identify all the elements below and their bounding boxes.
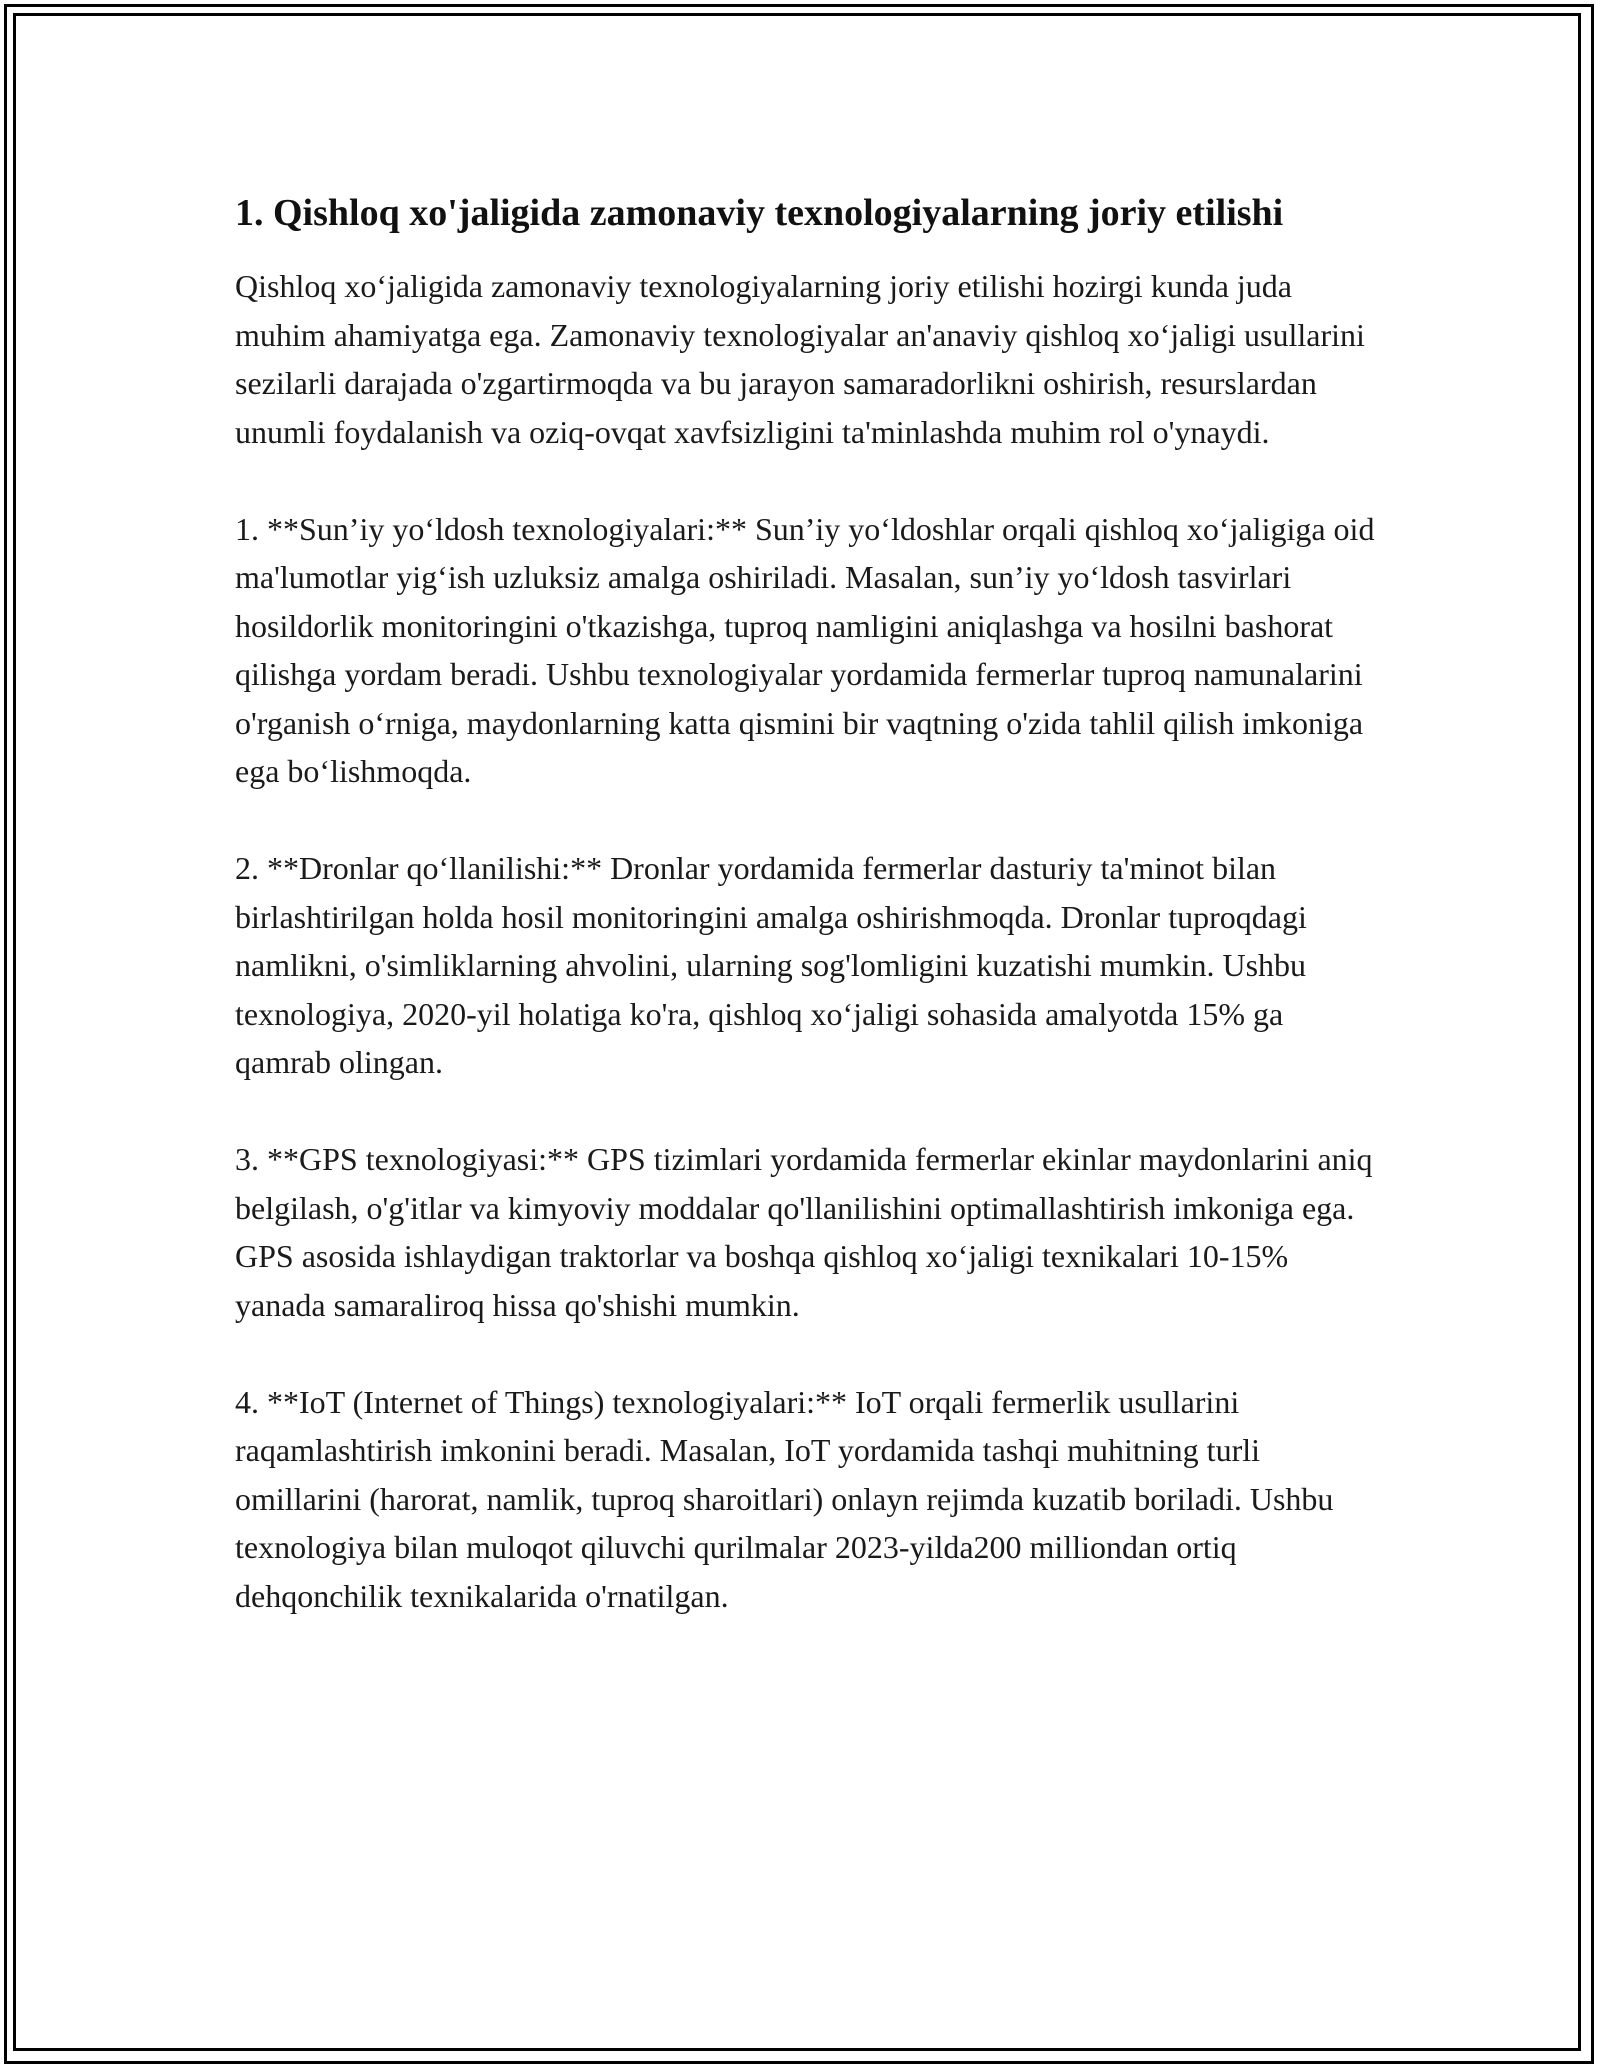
document-body bbox=[235, 186, 1375, 1620]
section-heading: 1. Qishloq xo'jaligida zamonaviy texnologiyalarning joriy etilishi bbox=[235, 192, 1284, 234]
paragraph-iot: 4. **IoT (Internet of Things) texnologiyalari:** IoT orqali fermerlik usullarini raqamlashtirish imkonini beradi. Masalan, IoT yordamida tashqi muhitning turli omillarini (harorat, namlik, tuproq sharoitlari) onlayn rejimda kuzatib boriladi. Ushbu texnologiya bilan muloqot qiluvchi qurilmalar 2023-yilda200 milliondan ortiq dehqonchilik texnikalarida o'rnatilgan. bbox=[235, 1383, 1334, 1614]
paragraph-satellite-tech: 1. **Sun’iy yo‘ldosh texnologiyalari:** Sun’iy yo‘ldoshlar orqali qishloq xo‘jaligiga oid ma'lumotlar yig‘ish uzluksiz amalga oshiriladi. Masalan, sun’iy yo‘ldosh tasvirlari hosildorlik monitoringini o'tkazishga, tuproq namligini aniqlashga va hosilni bashorat qilishga yordam beradi. Ushbu texnologiyalar yordamida fermerlar tuproq namunalarini o'rganish o‘rniga, maydonlarning katta qismini bir vaqtning o'zida tahlil qilish imkoniga ega bo‘lishmoqda. bbox=[235, 510, 1375, 789]
paragraph-drones: 2. **Dronlar qo‘llanilishi:** Dronlar yordamida fermerlar dasturiy ta'minot bilan birlashtirilgan holda hosil monitoringini amalga oshirishmoqda. Dronlar tuproqdagi namlikni, o'simliklarning ahvolini, ularning sog'lomligini kuzatishi mumkin. Ushbu texnologiya, 2020-yil holatiga ko'ra, qishloq xo‘jaligi sohasida amalyotda 15% ga qamrab olingan. bbox=[235, 850, 1307, 1080]
intro-paragraph: Qishloq xo‘jaligida zamonaviy texnologiyalarning joriy etilishi hozirgi kunda juda muhim ahamiyatga ega. Zamonaviy texnologiyalar an'anaviy qishloq xo‘jaligi usullarini sezilarli darajada o'zgartirmoqda va bu jarayon samaradorlikni oshirish, resurslardan unumli foydalanish va oziq-ovqat xavfsizligini ta'minlashda muhim rol o'ynaydi. bbox=[235, 268, 1365, 450]
paragraph-gps: 3. **GPS texnologiyasi:** GPS tizimlari yordamida fermerlar ekinlar maydonlarini aniq belgilash, o'g'itlar va kimyoviy moddalar qo'llanilishini optimallashtirish imkoniga ega. GPS asosida ishlaydigan traktorlar va boshqa qishloq xo‘jaligi texnikalari 10-15% yanada samaraliroq hissa qo'shishi mumkin. bbox=[235, 1141, 1373, 1323]
